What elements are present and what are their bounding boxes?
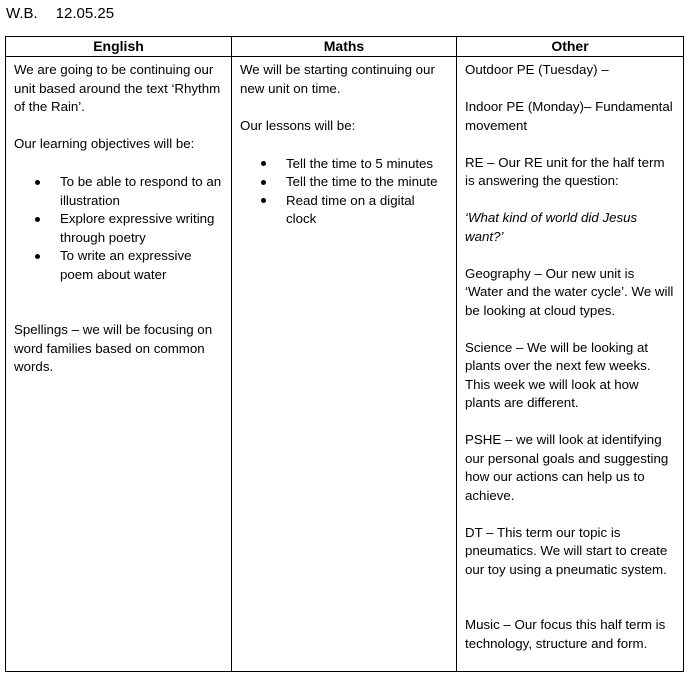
column-header-english: English [6, 37, 232, 57]
weekly-plan-table [5, 36, 684, 672]
list-item: To write an expressive poem about water [60, 247, 223, 284]
spacer [465, 598, 675, 617]
week-beginning-date: 12.05.25 [55, 5, 115, 22]
other-science: Science – We will be looking at plants over the next few weeks. This week we will look at how plants are different. [465, 339, 651, 410]
other-geography: Geography – Our new unit is ‘Water and the water cycle’. We will be looking at cloud types. [465, 265, 674, 318]
english-objectives-list [14, 173, 223, 284]
list-item: Tell the time to 5 minutes [286, 155, 448, 174]
other-cell [457, 57, 684, 672]
other-pshe: PSHE – we will look at identifying our personal goals and suggesting how our actions can help us to achieve. [465, 432, 669, 503]
column-header-maths: Maths [232, 37, 457, 57]
english-cell [6, 57, 232, 672]
column-header-other: Other [457, 37, 684, 57]
maths-cell [232, 57, 457, 672]
table-header-row [6, 37, 684, 57]
other-indoor-pe: Indoor PE (Monday)– Fundamental movement [465, 99, 673, 133]
maths-lessons-heading: Our lessons will be: [240, 117, 356, 133]
spacer [14, 303, 223, 322]
other-music: Music – Our focus this half term is technology, structure and form. [465, 617, 666, 651]
week-beginning-label: W.B. [6, 5, 38, 22]
english-intro: We are going to be continuing our unit based around the text ‘Rhythm of the Rain’. [14, 62, 221, 114]
english-objectives-heading: Our learning objectives will be: [14, 136, 195, 151]
english-spellings: Spellings – we will be focusing on word families based on common words. [14, 322, 213, 374]
other-re: RE – Our RE unit for the half term is answering the question: [465, 154, 665, 188]
list-item: Tell the time to the minute [286, 173, 448, 192]
other-re-question: ‘What kind of world did Jesus want?’ [465, 210, 638, 244]
list-item: To be able to respond to an illustration [60, 173, 223, 210]
other-dt: DT – This term our topic is pneumatics. We will start to create our toy using a pneumatic system. [465, 524, 668, 577]
other-outdoor-pe: Outdoor PE (Tuesday) – [465, 62, 609, 77]
table-body-row [6, 57, 684, 672]
maths-intro: We will be starting continuing our new unit on time. [240, 62, 435, 96]
week-beginning-header [6, 4, 114, 24]
maths-lessons-list [240, 155, 448, 229]
list-item: Explore expressive writing through poetry [60, 210, 223, 247]
list-item: Read time on a digital clock [286, 192, 448, 229]
